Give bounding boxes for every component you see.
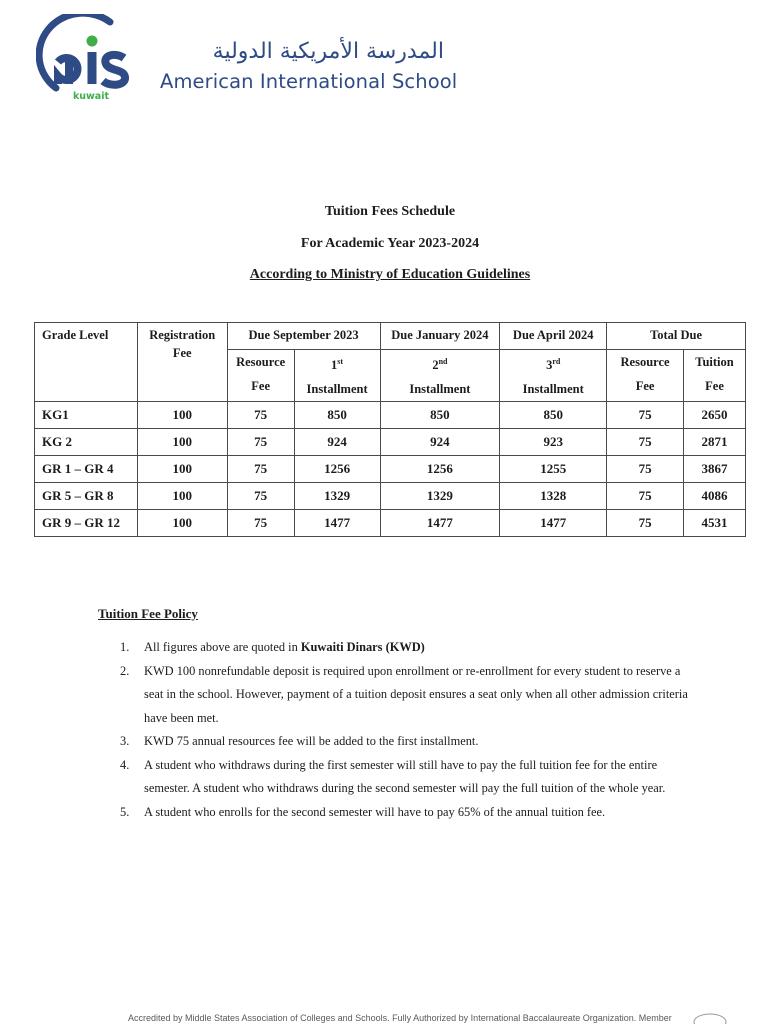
cell-registration: 100 [137,510,227,537]
cell-total-tuition: 4531 [684,510,746,537]
header-registration-fee: Registration Fee [137,323,227,402]
cell-grade: KG 2 [35,429,138,456]
cell-resource-fee: 75 [227,510,294,537]
header-total-resource-fee: Resource Fee [607,350,684,402]
policy-list [120,636,700,824]
list-item-number: 5. [120,804,130,819]
cell-total-resource: 75 [607,510,684,537]
list-item-number: 4. [120,757,130,772]
cell-resource-fee: 75 [227,429,294,456]
table-row [35,429,746,456]
cell-first-installment: 1256 [294,456,380,483]
school-name-english: American International School [160,70,458,93]
list-item-text: KWD 100 nonrefundable deposit is required upon enrollment or re-enrollment for every student to reserve a seat in the school. However, payment of a tuition deposit ensures a seat only when all other admission criteria have been met. [144,663,688,725]
cell-registration: 100 [137,402,227,429]
cell-grade: GR 1 – GR 4 [35,456,138,483]
policy-heading: Tuition Fee Policy [98,606,198,621]
cell-first-installment: 1477 [294,510,380,537]
cell-total-resource: 75 [607,456,684,483]
academic-year-title: For Academic Year 2023-2024 [300,236,480,251]
svg-text:kuwait: kuwait [72,91,110,102]
list-item-number: 1. [120,640,130,654]
document-title: Tuition Fees Schedule [324,204,456,219]
cell-second-installment: 1329 [380,483,500,510]
list-item-bold-text: Kuwaiti Dinars (KWD) [300,640,425,654]
header-total-due: Total Due [607,323,746,350]
cell-second-installment: 924 [380,429,500,456]
cell-grade: GR 9 – GR 12 [35,510,138,537]
cell-third-installment: 923 [500,429,607,456]
cell-resource-fee: 75 [227,456,294,483]
table-row [35,483,746,510]
header-grade-level: Grade Level [35,323,138,402]
accreditation-footer: Accredited by Middle States Association of Colleges and Schools. Fully Authorized by International Baccalaureate Organization. Member [128,1013,672,1023]
header-due-september: Due September 2023 [227,323,380,350]
cell-second-installment: 850 [380,402,500,429]
cell-registration: 100 [137,483,227,510]
cell-third-installment: 1255 [500,456,607,483]
list-item [120,636,700,660]
cell-total-resource: 75 [607,402,684,429]
cell-registration: 100 [137,456,227,483]
list-item-number: 3. [120,734,130,748]
table-row [35,510,746,537]
table-row [35,456,746,483]
accreditation-seal-icon [690,1012,730,1024]
cell-total-resource: 75 [607,483,684,510]
cell-first-installment: 850 [294,402,380,429]
list-item [120,801,700,825]
list-item-text: All figures above are quoted in [144,640,301,654]
list-item [120,754,700,801]
header-resource-fee: Resource Fee [227,350,294,402]
cell-total-tuition: 2871 [684,429,746,456]
cell-resource-fee: 75 [227,483,294,510]
cell-total-tuition: 3867 [684,456,746,483]
cell-grade: GR 5 – GR 8 [35,483,138,510]
ais-logo-icon [36,14,136,104]
cell-resource-fee: 75 [227,402,294,429]
cell-total-resource: 75 [607,429,684,456]
cell-registration: 100 [137,429,227,456]
header-first-installment: 1st Installment [294,350,380,402]
list-item-number: 2. [120,663,130,678]
cell-third-installment: 850 [500,402,607,429]
cell-third-installment: 1477 [500,510,607,537]
table-row [35,402,746,429]
header-due-april: Due April 2024 [500,323,607,350]
list-item-text: A student who withdraws during the first semester will still have to pay the full tuition fee for the entire semester. A student who withdraws during the second semester will pay the full tuition of the whole year. [144,757,666,795]
header-third-installment: 3rd Installment [500,350,607,402]
guidelines-title: According to Ministry of Education Guidelines [249,267,531,282]
cell-first-installment: 1329 [294,483,380,510]
header-due-january: Due January 2024 [380,323,500,350]
cell-second-installment: 1256 [380,456,500,483]
cell-third-installment: 1328 [500,483,607,510]
cell-first-installment: 924 [294,429,380,456]
school-name-arabic: المدرسة الأمريكية الدولية [212,39,444,64]
cell-total-tuition: 4086 [684,483,746,510]
school-logo [36,14,136,104]
header-total-tuition-fee: Tuition Fee [684,350,746,402]
list-item [120,660,700,731]
tuition-fee-table [34,322,746,537]
header-second-installment: 2nd Installment [380,350,500,402]
list-item-text: A student who enrolls for the second semester will have to pay 65% of the annual tuition fee. [144,804,606,819]
cell-grade: KG1 [35,402,138,429]
list-item [120,730,700,754]
cell-second-installment: 1477 [380,510,500,537]
cell-total-tuition: 2650 [684,402,746,429]
list-item-text: KWD 75 annual resources fee will be added to the first installment. [144,734,479,748]
